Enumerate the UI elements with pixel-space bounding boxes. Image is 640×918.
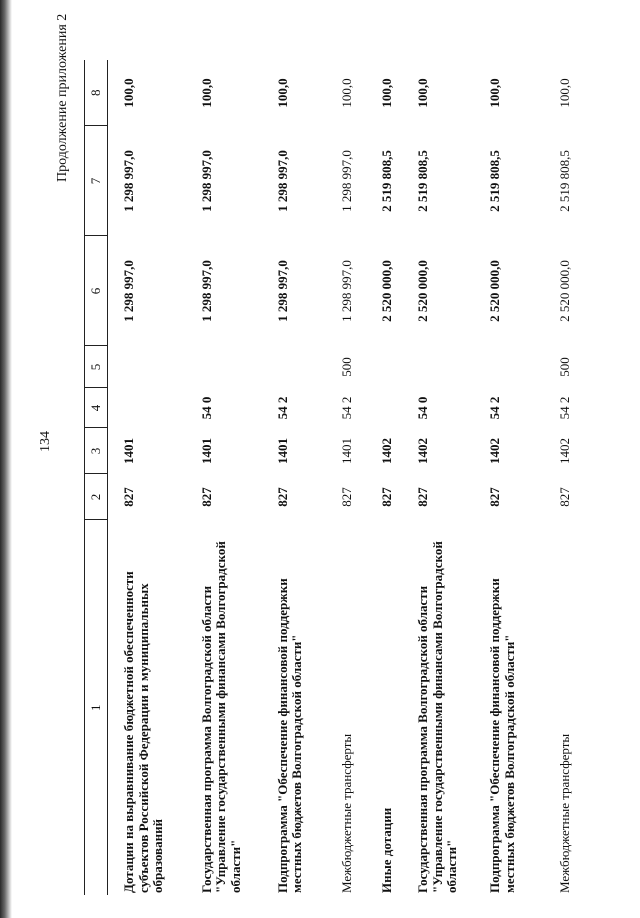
cell-percent: 100,0 (415, 78, 431, 108)
table-row (186, 60, 262, 895)
cell-executed: 2 519 808,5 (415, 150, 431, 212)
cell-ministry-code: 827 (274, 487, 290, 507)
cell-target-code: 54 2 (557, 396, 573, 420)
cell-executed: 1 298 997,0 (338, 150, 354, 212)
cell-ministry-code: 827 (378, 487, 394, 507)
column-header: 4 (85, 388, 108, 428)
cell-executed: 2 519 808,5 (378, 150, 394, 212)
row-name: Подпрограмма "Обеспечение финансовой поддержки местных бюджетов Волгоградской области" (487, 578, 517, 893)
cell-section-code: 1402 (557, 438, 573, 464)
row-name: Межбюджетные трансферты (557, 733, 573, 893)
row-name: Дотации на выравнивание бюджетной обеспеченности субъектов Российской Федерации и муниципальных образований (121, 571, 166, 893)
cell-ministry-code: 827 (487, 487, 503, 507)
cell-ministry-code: 827 (415, 487, 431, 507)
continuation-caption: Продолжение приложения 2 (55, 13, 70, 182)
row-name: Подпрограмма "Обеспечение финансовой поддержки местных бюджетов Волгоградской области" (274, 578, 305, 893)
cell-section-code: 1402 (487, 438, 503, 464)
column-header: 8 (85, 60, 108, 126)
cell-expense-type: 500 (557, 357, 573, 377)
column-header: 2 (85, 474, 108, 520)
column-header: 6 (85, 236, 108, 346)
cell-planned: 1 298 997,0 (121, 260, 136, 322)
table-row (262, 60, 326, 895)
cell-section-code: 1401 (338, 438, 354, 464)
cell-section-code: 1402 (415, 438, 431, 464)
cell-ministry-code: 827 (198, 487, 214, 507)
cell-expense-type (474, 346, 544, 388)
cell-executed: 1 298 997,0 (198, 150, 214, 212)
cell-expense-type: 500 (338, 357, 354, 377)
row-name: Государственная программа Волгоградской области "Управление государственными финансами Волгоградской области" (198, 541, 243, 893)
cell-planned: 1 298 997,0 (198, 260, 214, 322)
table-row (108, 60, 186, 895)
cell-target-code: 54 2 (487, 396, 503, 420)
cell-target-code (366, 388, 403, 428)
budget-table (84, 60, 584, 895)
table-header-row (85, 60, 108, 895)
cell-planned: 2 520 000,0 (557, 260, 573, 322)
row-name: Иные дотации (378, 807, 394, 893)
cell-ministry-code: 827 (121, 487, 136, 507)
cell-section-code: 1401 (198, 438, 214, 464)
cell-executed: 1 298 997,0 (274, 150, 290, 212)
scan-edge-shadow (0, 0, 12, 918)
cell-percent: 100,0 (557, 78, 573, 108)
page-number: 134 (38, 431, 53, 452)
table-row (366, 60, 403, 895)
cell-planned: 2 520 000,0 (487, 260, 503, 322)
table-row (474, 60, 544, 895)
cell-ministry-code: 827 (557, 487, 573, 507)
table-row (544, 60, 584, 895)
cell-target-code: 54 0 (415, 396, 431, 420)
budget-table-rotated (84, 60, 624, 895)
cell-planned: 1 298 997,0 (274, 260, 290, 322)
column-header: 1 (85, 520, 108, 895)
cell-target-code (108, 388, 186, 428)
cell-percent: 100,0 (121, 78, 136, 108)
cell-planned: 2 520 000,0 (415, 260, 431, 322)
cell-percent: 100,0 (378, 78, 394, 108)
cell-percent: 100,0 (198, 78, 214, 108)
cell-percent: 100,0 (338, 78, 354, 108)
cell-planned: 1 298 997,0 (338, 260, 354, 322)
cell-executed: 2 519 808,5 (487, 150, 503, 212)
cell-ministry-code: 827 (338, 487, 354, 507)
table-row (402, 60, 474, 895)
cell-executed: 1 298 997,0 (121, 150, 136, 212)
cell-target-code: 54 0 (198, 396, 214, 420)
cell-expense-type (366, 346, 403, 388)
cell-section-code: 1401 (274, 438, 290, 464)
cell-executed: 2 519 808,5 (557, 150, 573, 212)
cell-section-code: 1402 (378, 438, 394, 464)
table-row (326, 60, 366, 895)
cell-expense-type (262, 346, 326, 388)
cell-expense-type (186, 346, 262, 388)
cell-planned: 2 520 000,0 (378, 260, 394, 322)
cell-expense-type (108, 346, 186, 388)
column-header: 3 (85, 428, 108, 474)
cell-target-code: 54 2 (338, 396, 354, 420)
column-header: 7 (85, 126, 108, 236)
row-name: Государственная программа Волгоградской области "Управление государственными финансами Волгоградской области" (415, 541, 460, 893)
cell-target-code: 54 2 (274, 396, 290, 420)
cell-percent: 100,0 (274, 78, 290, 108)
cell-expense-type (402, 346, 474, 388)
row-name: Межбюджетные трансферты (338, 733, 354, 893)
column-header: 5 (85, 346, 108, 388)
cell-percent: 100,0 (487, 78, 503, 108)
cell-section-code: 1401 (121, 438, 136, 464)
